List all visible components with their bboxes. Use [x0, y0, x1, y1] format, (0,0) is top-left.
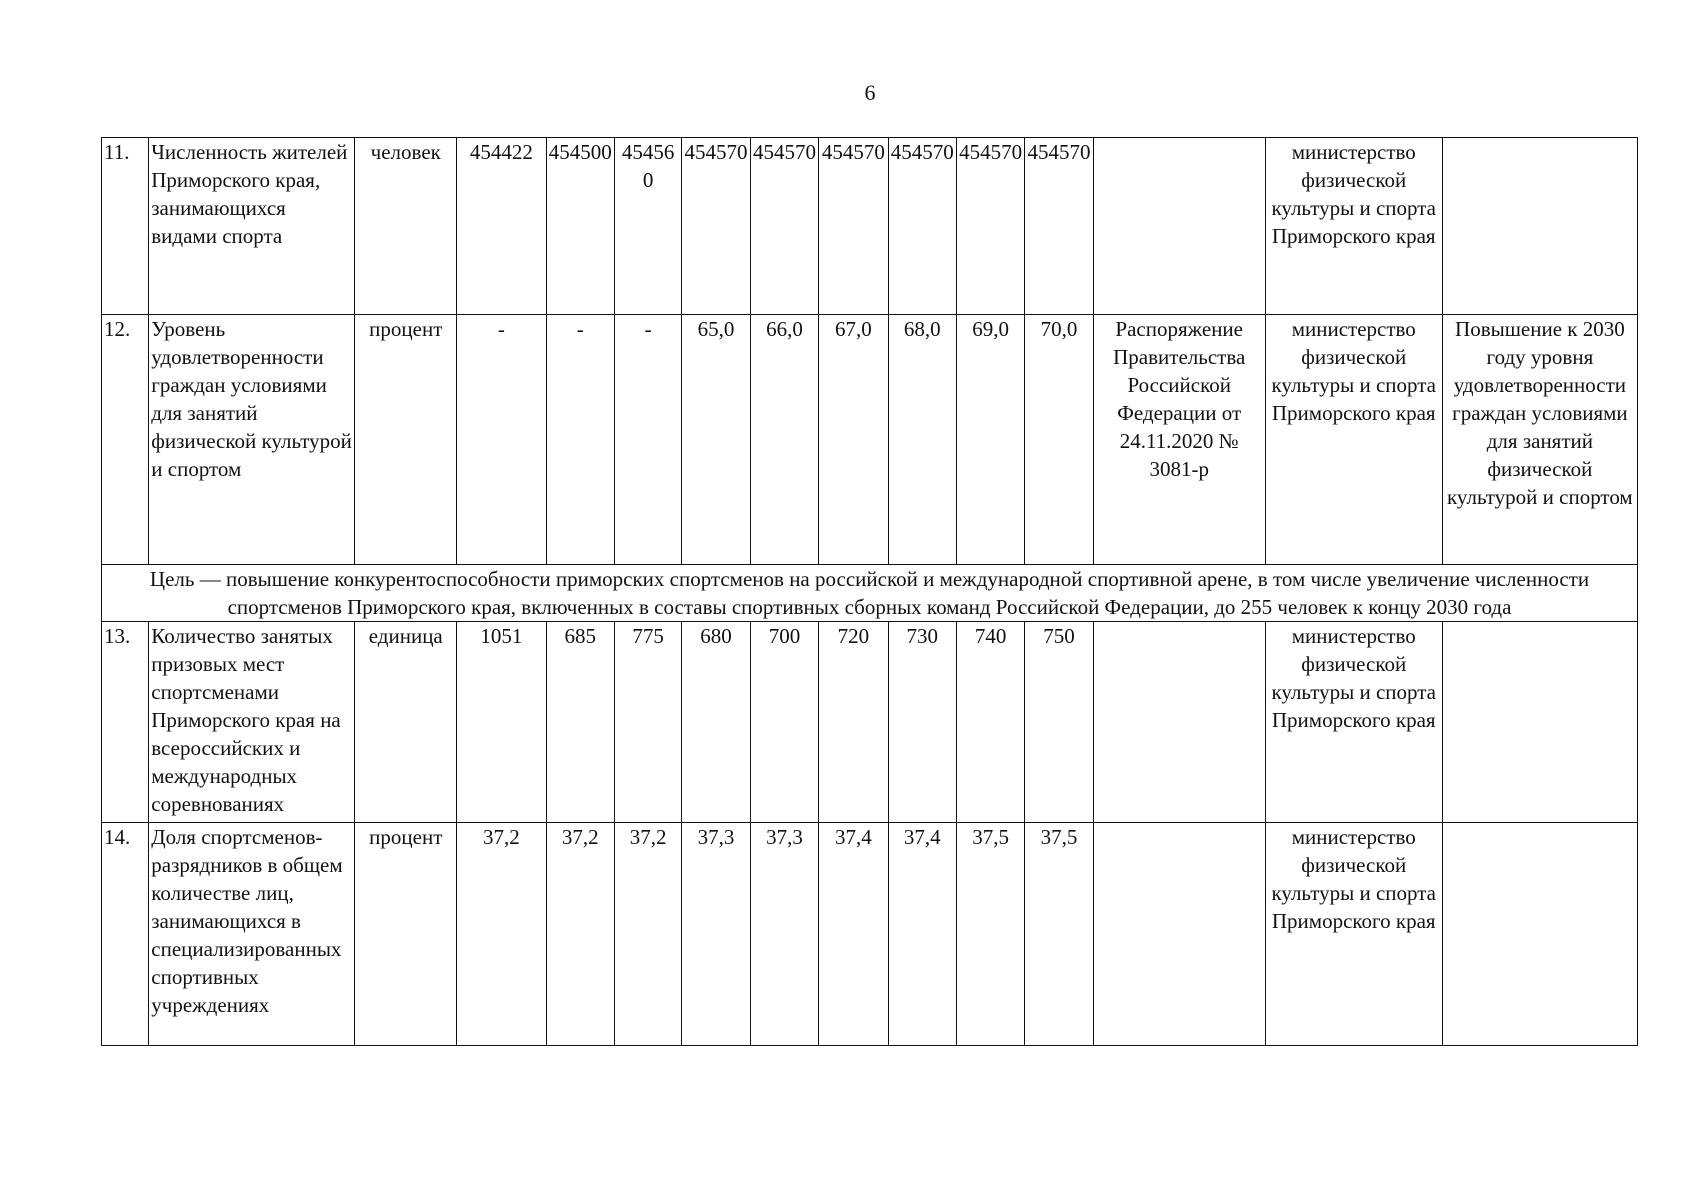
goal-row [102, 565, 1638, 622]
basis-cell: Распоряжение Правительства Российской Федерации от 24.11.2020 № 3081-р [1093, 315, 1265, 565]
value-cell: 65,0 [682, 315, 750, 565]
value-cell: 66,0 [750, 315, 818, 565]
table-row [102, 138, 1638, 315]
unit-cell: процент [355, 823, 457, 1046]
value-cell: 454570 [750, 138, 818, 315]
indicator-name: Доля спортсменов-разрядников в общем количестве лиц, занимающихся в специализированных спортивных учреждениях [149, 823, 355, 1046]
value-cell: 37,3 [750, 823, 818, 1046]
value-cell: 37,2 [457, 823, 547, 1046]
value-cell: 680 [682, 622, 750, 823]
value-cell: 37,3 [682, 823, 750, 1046]
row-number: 14. [102, 823, 149, 1046]
unit-cell: процент [355, 315, 457, 565]
value-cell: 720 [819, 622, 888, 823]
row-number: 12. [102, 315, 149, 565]
responsible-cell: министерство физической культуры и спорта Приморского края [1265, 315, 1442, 565]
table-row [102, 622, 1638, 823]
value-cell: 454500 [546, 138, 614, 315]
table-row [102, 315, 1638, 565]
value-cell: 37,5 [1025, 823, 1093, 1046]
value-cell: 70,0 [1025, 315, 1093, 565]
responsible-cell: министерство физической культуры и спорта Приморского края [1265, 622, 1442, 823]
value-cell: 1051 [457, 622, 547, 823]
value-cell: 454570 [682, 138, 750, 315]
value-cell: 750 [1025, 622, 1093, 823]
value-cell: 454570 [1025, 138, 1093, 315]
value-cell: 775 [614, 622, 681, 823]
note-cell [1442, 138, 1637, 315]
value-cell: 68,0 [888, 315, 956, 565]
goal-statement: Цель — повышение конкурентоспособности приморских спортсменов на российской и международной спортивной арене, в том числе увеличение численности спортсменов Приморского края, включенных в составы спортивных сборных команд Российской Федерации, до 255 человек к концу 2030 года [102, 565, 1638, 622]
indicator-name: Численность жителей Приморского края, занимающихся видами спорта [149, 138, 355, 315]
value-cell: 37,2 [614, 823, 681, 1046]
value-cell: 454422 [457, 138, 547, 315]
value-cell: 700 [750, 622, 818, 823]
unit-cell: единица [355, 622, 457, 823]
value-cell: - [546, 315, 614, 565]
unit-cell: человек [355, 138, 457, 315]
value-cell: 67,0 [819, 315, 888, 565]
value-cell: - [457, 315, 547, 565]
value-cell: 37,2 [546, 823, 614, 1046]
table-row [102, 823, 1638, 1046]
basis-cell [1093, 622, 1265, 823]
value-cell: 454570 [888, 138, 956, 315]
indicators-table [101, 137, 1638, 1046]
value-cell: 37,4 [819, 823, 888, 1046]
indicator-name: Количество занятых призовых мест спортсменами Приморского края на всероссийских и международных соревнованиях [149, 622, 355, 823]
value-cell: 454570 [956, 138, 1024, 315]
row-number: 11. [102, 138, 149, 315]
note-cell: Повышение к 2030 году уровня удовлетворенности граждан условиями для занятий физической культурой и спортом [1442, 315, 1637, 565]
value-cell: 454570 [819, 138, 888, 315]
value-cell: 454560 [614, 138, 681, 315]
note-cell [1442, 622, 1637, 823]
row-number: 13. [102, 622, 149, 823]
note-cell [1442, 823, 1637, 1046]
indicator-name: Уровень удовлетворенности граждан условиями для занятий физической культурой и спортом [149, 315, 355, 565]
value-cell: 740 [956, 622, 1024, 823]
responsible-cell: министерство физической культуры и спорта Приморского края [1265, 823, 1442, 1046]
value-cell: 730 [888, 622, 956, 823]
page-number: 6 [864, 80, 876, 105]
responsible-cell: министерство физической культуры и спорта Приморского края [1265, 138, 1442, 315]
value-cell: 685 [546, 622, 614, 823]
basis-cell [1093, 823, 1265, 1046]
value-cell: - [614, 315, 681, 565]
value-cell: 37,4 [888, 823, 956, 1046]
value-cell: 69,0 [956, 315, 1024, 565]
basis-cell [1093, 138, 1265, 315]
value-cell: 37,5 [956, 823, 1024, 1046]
